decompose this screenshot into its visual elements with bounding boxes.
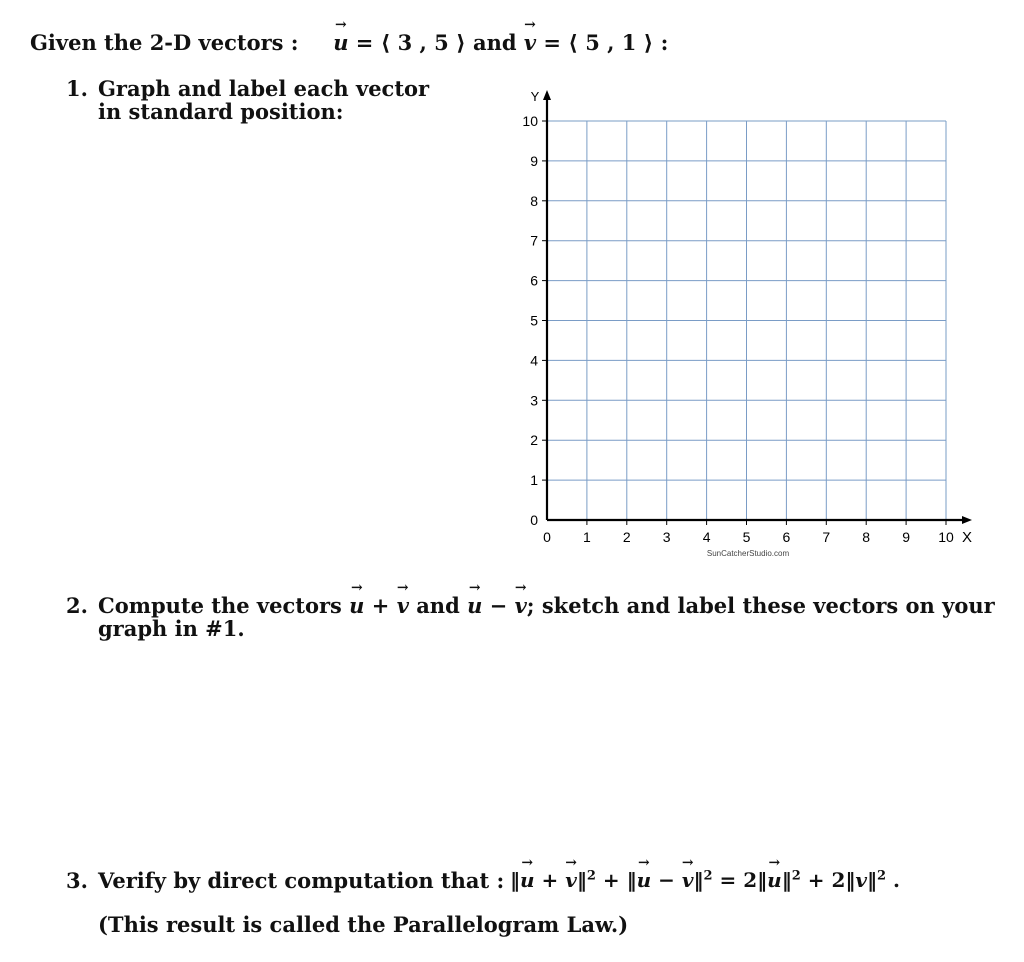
y-tick-label: 10 xyxy=(522,113,538,129)
question-2-text-b: ; sketch and label these vectors on your xyxy=(526,593,995,618)
eq-period: . xyxy=(893,868,900,892)
question-2-line2: graph in #1. xyxy=(98,616,245,641)
y-tick-label: 5 xyxy=(530,312,538,329)
question-2-number: 2. xyxy=(66,593,88,618)
x-axis-arrow-icon xyxy=(962,516,972,524)
x-tick-label: 8 xyxy=(862,529,871,545)
eq-v-1: → v xyxy=(565,868,577,892)
eq-square-2: 2 xyxy=(703,868,713,884)
y-axis-arrow-icon xyxy=(543,90,551,100)
x-tick-label: 5 xyxy=(742,529,751,545)
question-1-number: 1. xyxy=(66,76,88,101)
q2-plus: + xyxy=(371,593,390,618)
x-tick-label: 1 xyxy=(583,529,591,545)
q2-minus: − xyxy=(489,593,508,618)
y-axis-label: Y xyxy=(530,89,540,104)
v-vector-value: = ⟨ 5 , 1 ⟩ : xyxy=(543,30,669,55)
y-tick-label: 0 xyxy=(530,512,538,528)
q2-v-symbol: → v xyxy=(397,593,409,618)
u-vector-symbol: → u xyxy=(333,30,348,55)
q2-u-symbol: → u xyxy=(349,593,364,618)
y-tick-label: 6 xyxy=(530,272,538,289)
question-1-line2: in standard position: xyxy=(98,99,344,124)
eq-plus-1: + xyxy=(541,868,559,892)
question-3-number: 3. xyxy=(66,868,88,893)
q2-v-symbol-2: → v xyxy=(515,593,527,618)
x-tick-label: 10 xyxy=(938,529,954,545)
eq-u-2: → u xyxy=(637,868,652,892)
y-tick-label: 7 xyxy=(530,232,538,249)
question-3-note: (This result is called the Parallelogram Law.) xyxy=(98,912,629,937)
norm-close-3: ‖ xyxy=(781,868,792,892)
x-tick-label: 0 xyxy=(543,529,551,545)
question-3-text: Verify by direct computation that : xyxy=(98,868,505,893)
question-1-line1: Graph and label each vector xyxy=(98,76,430,101)
q2-u-symbol-2: → u xyxy=(467,593,482,618)
x-tick-label: 4 xyxy=(702,529,711,545)
y-tick-label: 2 xyxy=(530,432,538,449)
norm-close: ‖ xyxy=(576,868,587,892)
y-tick-label: 8 xyxy=(530,192,538,209)
norm-close-2: ‖ xyxy=(693,868,704,892)
eq-v-plain: v xyxy=(855,868,867,892)
x-axis-label: X xyxy=(961,529,973,546)
header-and: and xyxy=(472,30,517,55)
u-vector-value: = ⟨ 3 , 5 ⟩ xyxy=(355,30,466,55)
x-tick-label: 7 xyxy=(822,529,831,545)
q2-and: and xyxy=(416,593,460,618)
norm-open: ‖ xyxy=(510,868,520,892)
x-tick-label: 3 xyxy=(662,529,671,545)
question-2-text-a: Compute the vectors xyxy=(98,593,342,618)
y-tick-label: 9 xyxy=(530,152,538,169)
x-tick-label: 9 xyxy=(902,529,910,545)
eq-u-1: → u xyxy=(520,868,535,892)
y-tick-label: 3 xyxy=(530,392,538,409)
eq-square-4: 2 xyxy=(876,868,887,884)
v-vector-symbol: → v xyxy=(524,30,536,55)
question-2-line1 xyxy=(98,593,995,618)
y-tick-label: 4 xyxy=(530,352,538,369)
watermark-text: SunCatcherStudio.com xyxy=(706,549,790,558)
eq-v-2: → v xyxy=(682,868,694,892)
y-tick-label: 1 xyxy=(530,472,538,489)
eq-plus-2: + xyxy=(602,868,620,892)
eq-square-3: 2 xyxy=(791,868,801,884)
x-tick-label: 6 xyxy=(782,529,791,545)
eq-minus: − xyxy=(658,868,675,892)
eq-u-3: → u xyxy=(767,868,782,892)
x-tick-label: 2 xyxy=(622,529,631,545)
eq-square-1: 2 xyxy=(586,868,596,884)
norm-open-2: ‖ xyxy=(626,868,637,892)
eq-equals: = 2‖ xyxy=(719,868,768,892)
parallelogram-equation xyxy=(510,868,900,892)
eq-plus-3: + 2‖ xyxy=(807,868,856,892)
norm-close-4: ‖ xyxy=(866,868,877,892)
header-intro: Given the 2-D vectors : xyxy=(30,30,299,55)
